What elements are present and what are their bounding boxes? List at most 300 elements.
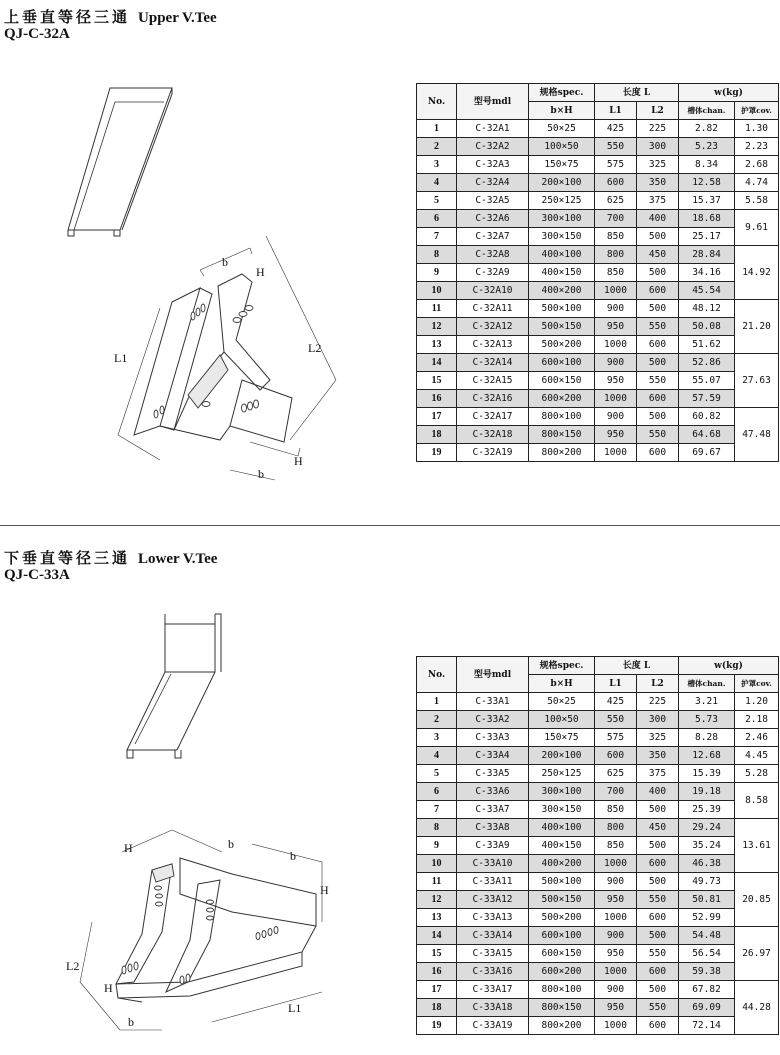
cell-l1: 850 bbox=[595, 801, 637, 819]
cell-l2: 375 bbox=[637, 192, 679, 210]
cell-spec: 400×100 bbox=[529, 246, 595, 264]
upper-spec-table bbox=[416, 83, 779, 462]
cell-spec: 250×125 bbox=[529, 765, 595, 783]
cell-model: C-33A9 bbox=[457, 837, 529, 855]
table-row bbox=[417, 891, 779, 909]
cell-l2: 500 bbox=[637, 228, 679, 246]
cell-model: C-33A14 bbox=[457, 927, 529, 945]
lower-product-code: QJ-C-33A bbox=[4, 567, 70, 583]
table-row bbox=[417, 210, 779, 228]
cell-spec: 400×150 bbox=[529, 837, 595, 855]
cell-spec: 300×100 bbox=[529, 210, 595, 228]
cell-model: C-32A7 bbox=[457, 228, 529, 246]
lower-header-l1: L1 bbox=[595, 675, 637, 693]
lower-spec-table bbox=[416, 656, 779, 1035]
cell-l2: 550 bbox=[637, 318, 679, 336]
cell-chan: 72.14 bbox=[679, 1017, 735, 1035]
cell-model: C-32A12 bbox=[457, 318, 529, 336]
cell-l2: 325 bbox=[637, 729, 679, 747]
lower-label-b-bottom: b bbox=[128, 1015, 134, 1029]
cell-chan: 69.67 bbox=[679, 444, 735, 462]
cell-no: 13 bbox=[417, 336, 457, 354]
cell-l2: 600 bbox=[637, 444, 679, 462]
cell-l2: 400 bbox=[637, 783, 679, 801]
table-row bbox=[417, 1017, 779, 1035]
cell-model: C-32A8 bbox=[457, 246, 529, 264]
cell-chan: 25.39 bbox=[679, 801, 735, 819]
cell-spec: 800×150 bbox=[529, 999, 595, 1017]
cell-l1: 950 bbox=[595, 426, 637, 444]
cell-spec: 500×200 bbox=[529, 909, 595, 927]
cell-l1: 625 bbox=[595, 765, 637, 783]
cell-l2: 500 bbox=[637, 264, 679, 282]
cell-l2: 600 bbox=[637, 855, 679, 873]
cell-model: C-33A8 bbox=[457, 819, 529, 837]
cell-chan: 64.68 bbox=[679, 426, 735, 444]
cell-spec: 600×100 bbox=[529, 927, 595, 945]
cell-chan: 50.81 bbox=[679, 891, 735, 909]
cell-l1: 600 bbox=[595, 174, 637, 192]
cell-chan: 52.86 bbox=[679, 354, 735, 372]
cell-no: 9 bbox=[417, 264, 457, 282]
cell-l1: 950 bbox=[595, 891, 637, 909]
cell-chan: 5.23 bbox=[679, 138, 735, 156]
upper-header-length: 长度 L bbox=[595, 84, 679, 102]
cell-l2: 450 bbox=[637, 246, 679, 264]
lower-title bbox=[4, 547, 217, 568]
cell-l2: 375 bbox=[637, 765, 679, 783]
cell-spec: 600×150 bbox=[529, 372, 595, 390]
cell-chan: 15.37 bbox=[679, 192, 735, 210]
table-row bbox=[417, 444, 779, 462]
cell-chan: 12.58 bbox=[679, 174, 735, 192]
cell-l1: 900 bbox=[595, 981, 637, 999]
cell-model: C-32A3 bbox=[457, 156, 529, 174]
cell-spec: 300×150 bbox=[529, 228, 595, 246]
upper-table-body bbox=[417, 120, 779, 462]
table-row bbox=[417, 426, 779, 444]
cell-chan: 29.24 bbox=[679, 819, 735, 837]
cell-no: 12 bbox=[417, 891, 457, 909]
cell-chan: 3.21 bbox=[679, 693, 735, 711]
cell-l1: 700 bbox=[595, 783, 637, 801]
cell-l2: 400 bbox=[637, 210, 679, 228]
cell-chan: 15.39 bbox=[679, 765, 735, 783]
cell-model: C-32A15 bbox=[457, 372, 529, 390]
cell-chan: 2.82 bbox=[679, 120, 735, 138]
cell-cov: 4.74 bbox=[735, 174, 779, 192]
upper-label-h-top: H bbox=[256, 265, 265, 279]
cell-l1: 800 bbox=[595, 819, 637, 837]
lower-label-l1: L1 bbox=[288, 1001, 302, 1015]
cell-l2: 350 bbox=[637, 747, 679, 765]
table-row bbox=[417, 819, 779, 837]
cell-l1: 700 bbox=[595, 210, 637, 228]
cell-model: C-32A10 bbox=[457, 282, 529, 300]
lower-label-h-top: H bbox=[124, 841, 133, 855]
upper-header-no: No. bbox=[417, 84, 457, 120]
cell-no: 8 bbox=[417, 246, 457, 264]
cell-l1: 575 bbox=[595, 729, 637, 747]
table-row bbox=[417, 408, 779, 426]
cell-no: 18 bbox=[417, 426, 457, 444]
cell-spec: 600×200 bbox=[529, 963, 595, 981]
cell-l1: 1000 bbox=[595, 336, 637, 354]
cell-l1: 550 bbox=[595, 711, 637, 729]
cell-no: 14 bbox=[417, 354, 457, 372]
cell-no: 17 bbox=[417, 981, 457, 999]
table-row bbox=[417, 963, 779, 981]
cell-l1: 950 bbox=[595, 372, 637, 390]
cell-chan: 57.59 bbox=[679, 390, 735, 408]
cell-model: C-33A3 bbox=[457, 729, 529, 747]
table-row bbox=[417, 390, 779, 408]
cell-no: 1 bbox=[417, 693, 457, 711]
cell-l2: 350 bbox=[637, 174, 679, 192]
cell-model: C-32A2 bbox=[457, 138, 529, 156]
cell-chan: 56.54 bbox=[679, 945, 735, 963]
cell-chan: 69.09 bbox=[679, 999, 735, 1017]
cell-cov: 26.97 bbox=[735, 927, 779, 981]
cell-no: 11 bbox=[417, 873, 457, 891]
cell-no: 7 bbox=[417, 228, 457, 246]
lower-header-l2: L2 bbox=[637, 675, 679, 693]
cell-l2: 500 bbox=[637, 408, 679, 426]
table-row bbox=[417, 747, 779, 765]
cell-model: C-32A18 bbox=[457, 426, 529, 444]
table-row bbox=[417, 711, 779, 729]
cell-cov: 44.28 bbox=[735, 981, 779, 1035]
table-row bbox=[417, 909, 779, 927]
cell-l2: 600 bbox=[637, 282, 679, 300]
upper-title bbox=[4, 6, 217, 27]
cell-l2: 500 bbox=[637, 927, 679, 945]
upper-tee-drawing bbox=[100, 230, 340, 490]
cell-l1: 950 bbox=[595, 318, 637, 336]
cell-spec: 500×150 bbox=[529, 891, 595, 909]
upper-header-l1: L1 bbox=[595, 102, 637, 120]
cell-l1: 950 bbox=[595, 999, 637, 1017]
cell-l1: 600 bbox=[595, 747, 637, 765]
cell-model: C-32A11 bbox=[457, 300, 529, 318]
cell-spec: 200×100 bbox=[529, 747, 595, 765]
cell-spec: 500×100 bbox=[529, 873, 595, 891]
lower-label-h-right: H bbox=[320, 883, 329, 897]
cell-no: 10 bbox=[417, 855, 457, 873]
upper-header-weight: w(kg) bbox=[679, 84, 779, 102]
cell-model: C-33A7 bbox=[457, 801, 529, 819]
cell-l2: 600 bbox=[637, 1017, 679, 1035]
lower-label-b-top2: b bbox=[290, 849, 296, 863]
cell-l2: 225 bbox=[637, 120, 679, 138]
cell-no: 18 bbox=[417, 999, 457, 1017]
cell-spec: 600×100 bbox=[529, 354, 595, 372]
cell-l2: 500 bbox=[637, 873, 679, 891]
cell-chan: 54.48 bbox=[679, 927, 735, 945]
cell-cov: 8.58 bbox=[735, 783, 779, 819]
cell-model: C-33A19 bbox=[457, 1017, 529, 1035]
upper-label-b-bottom: b bbox=[258, 467, 264, 481]
upper-product-code: QJ-C-32A bbox=[4, 26, 70, 42]
cell-no: 19 bbox=[417, 444, 457, 462]
cell-spec: 50×25 bbox=[529, 693, 595, 711]
cell-chan: 5.73 bbox=[679, 711, 735, 729]
lower-title-cn: 下垂直等径三通 bbox=[4, 549, 131, 567]
cell-model: C-33A10 bbox=[457, 855, 529, 873]
section-divider bbox=[0, 525, 780, 526]
cell-spec: 800×100 bbox=[529, 408, 595, 426]
cell-cov: 2.18 bbox=[735, 711, 779, 729]
cell-chan: 60.82 bbox=[679, 408, 735, 426]
lower-header-model: 型号mdl bbox=[457, 657, 529, 693]
cell-l2: 550 bbox=[637, 372, 679, 390]
cell-cov: 5.28 bbox=[735, 765, 779, 783]
cell-chan: 18.68 bbox=[679, 210, 735, 228]
cell-spec: 500×100 bbox=[529, 300, 595, 318]
cell-no: 15 bbox=[417, 945, 457, 963]
cell-model: C-33A13 bbox=[457, 909, 529, 927]
cell-l1: 900 bbox=[595, 354, 637, 372]
table-row bbox=[417, 855, 779, 873]
table-row bbox=[417, 120, 779, 138]
cell-chan: 49.73 bbox=[679, 873, 735, 891]
lower-header-chan: 槽体chan. bbox=[679, 675, 735, 693]
cell-l1: 1000 bbox=[595, 1017, 637, 1035]
cell-spec: 400×150 bbox=[529, 264, 595, 282]
cell-no: 4 bbox=[417, 747, 457, 765]
cell-cov: 27.63 bbox=[735, 354, 779, 408]
upper-header-spec: 规格spec. bbox=[529, 84, 595, 102]
cell-l2: 500 bbox=[637, 354, 679, 372]
cell-model: C-32A16 bbox=[457, 390, 529, 408]
cell-no: 5 bbox=[417, 765, 457, 783]
cell-cov: 2.23 bbox=[735, 138, 779, 156]
table-row bbox=[417, 354, 779, 372]
lower-header-cov: 护罩cov. bbox=[735, 675, 779, 693]
cell-model: C-32A14 bbox=[457, 354, 529, 372]
cell-l1: 1000 bbox=[595, 444, 637, 462]
table-row bbox=[417, 264, 779, 282]
cell-spec: 400×200 bbox=[529, 855, 595, 873]
table-row bbox=[417, 192, 779, 210]
cell-cov: 21.20 bbox=[735, 300, 779, 354]
cell-l1: 625 bbox=[595, 192, 637, 210]
table-row bbox=[417, 246, 779, 264]
cell-l2: 500 bbox=[637, 801, 679, 819]
cell-l1: 900 bbox=[595, 873, 637, 891]
cell-model: C-32A9 bbox=[457, 264, 529, 282]
upper-header-l2: L2 bbox=[637, 102, 679, 120]
upper-label-h-bottom: H bbox=[294, 454, 303, 468]
cell-l2: 550 bbox=[637, 945, 679, 963]
table-row bbox=[417, 318, 779, 336]
cell-l1: 425 bbox=[595, 693, 637, 711]
table-row bbox=[417, 282, 779, 300]
cell-spec: 800×200 bbox=[529, 444, 595, 462]
cell-no: 3 bbox=[417, 156, 457, 174]
cell-chan: 34.16 bbox=[679, 264, 735, 282]
lower-label-b-top1: b bbox=[228, 837, 234, 851]
cell-model: C-32A4 bbox=[457, 174, 529, 192]
table-row bbox=[417, 783, 779, 801]
cell-l2: 550 bbox=[637, 999, 679, 1017]
cell-l1: 550 bbox=[595, 138, 637, 156]
upper-title-cn: 上垂直等径三通 bbox=[4, 8, 131, 26]
cell-cov: 2.68 bbox=[735, 156, 779, 174]
cell-l1: 1000 bbox=[595, 282, 637, 300]
cell-l2: 550 bbox=[637, 891, 679, 909]
cell-spec: 500×150 bbox=[529, 318, 595, 336]
cell-no: 13 bbox=[417, 909, 457, 927]
lower-label-l2: L2 bbox=[66, 959, 80, 973]
cell-l1: 800 bbox=[595, 246, 637, 264]
cell-no: 12 bbox=[417, 318, 457, 336]
cell-no: 17 bbox=[417, 408, 457, 426]
cell-model: C-32A13 bbox=[457, 336, 529, 354]
lower-header-spec-sub: b×H bbox=[529, 675, 595, 693]
cell-l1: 1000 bbox=[595, 390, 637, 408]
cell-l1: 1000 bbox=[595, 855, 637, 873]
lower-header-no: No. bbox=[417, 657, 457, 693]
upper-header-cov: 护罩cov. bbox=[735, 102, 779, 120]
cell-no: 15 bbox=[417, 372, 457, 390]
cell-l2: 325 bbox=[637, 156, 679, 174]
cell-model: C-33A17 bbox=[457, 981, 529, 999]
cell-spec: 100×50 bbox=[529, 711, 595, 729]
lower-table-body bbox=[417, 693, 779, 1035]
cell-l2: 225 bbox=[637, 693, 679, 711]
lower-header-weight: w(kg) bbox=[679, 657, 779, 675]
cell-l2: 500 bbox=[637, 300, 679, 318]
upper-label-b-top: b bbox=[222, 255, 228, 269]
table-row bbox=[417, 300, 779, 318]
cell-model: C-33A4 bbox=[457, 747, 529, 765]
cell-spec: 200×100 bbox=[529, 174, 595, 192]
cell-chan: 25.17 bbox=[679, 228, 735, 246]
cell-l1: 950 bbox=[595, 945, 637, 963]
table-row bbox=[417, 927, 779, 945]
cell-spec: 400×100 bbox=[529, 819, 595, 837]
table-row bbox=[417, 156, 779, 174]
cell-spec: 150×75 bbox=[529, 729, 595, 747]
cell-l1: 575 bbox=[595, 156, 637, 174]
lower-header-length: 长度 L bbox=[595, 657, 679, 675]
cell-l1: 900 bbox=[595, 927, 637, 945]
cell-model: C-33A16 bbox=[457, 963, 529, 981]
cell-no: 19 bbox=[417, 1017, 457, 1035]
cell-chan: 35.24 bbox=[679, 837, 735, 855]
cell-no: 14 bbox=[417, 927, 457, 945]
cell-cov: 47.48 bbox=[735, 408, 779, 462]
cell-no: 1 bbox=[417, 120, 457, 138]
cell-l1: 1000 bbox=[595, 909, 637, 927]
cell-l2: 600 bbox=[637, 963, 679, 981]
cell-l2: 300 bbox=[637, 711, 679, 729]
cell-chan: 45.54 bbox=[679, 282, 735, 300]
cell-l1: 1000 bbox=[595, 963, 637, 981]
cell-model: C-33A15 bbox=[457, 945, 529, 963]
cell-no: 5 bbox=[417, 192, 457, 210]
cell-spec: 600×150 bbox=[529, 945, 595, 963]
cell-chan: 51.62 bbox=[679, 336, 735, 354]
cell-l1: 425 bbox=[595, 120, 637, 138]
cell-l2: 500 bbox=[637, 981, 679, 999]
cell-cov: 1.30 bbox=[735, 120, 779, 138]
cell-model: C-33A1 bbox=[457, 693, 529, 711]
cell-l2: 300 bbox=[637, 138, 679, 156]
upper-title-en: Upper V.Tee bbox=[138, 10, 217, 26]
cell-spec: 300×150 bbox=[529, 801, 595, 819]
table-row bbox=[417, 801, 779, 819]
cell-chan: 67.82 bbox=[679, 981, 735, 999]
cell-no: 2 bbox=[417, 138, 457, 156]
cell-spec: 800×200 bbox=[529, 1017, 595, 1035]
table-row bbox=[417, 138, 779, 156]
cell-cov: 4.45 bbox=[735, 747, 779, 765]
cell-l2: 600 bbox=[637, 909, 679, 927]
lower-label-h-left: H bbox=[104, 981, 113, 995]
cell-spec: 400×200 bbox=[529, 282, 595, 300]
cell-chan: 55.07 bbox=[679, 372, 735, 390]
cell-no: 11 bbox=[417, 300, 457, 318]
cell-cov: 20.85 bbox=[735, 873, 779, 927]
cell-no: 3 bbox=[417, 729, 457, 747]
cell-model: C-32A6 bbox=[457, 210, 529, 228]
cell-model: C-33A11 bbox=[457, 873, 529, 891]
table-row bbox=[417, 174, 779, 192]
cell-no: 10 bbox=[417, 282, 457, 300]
cell-spec: 50×25 bbox=[529, 120, 595, 138]
lower-channel-sketch bbox=[115, 612, 235, 772]
cell-no: 8 bbox=[417, 819, 457, 837]
cell-cov: 1.20 bbox=[735, 693, 779, 711]
lower-tee-drawing bbox=[62, 822, 342, 1042]
cell-model: C-33A12 bbox=[457, 891, 529, 909]
cell-chan: 19.18 bbox=[679, 783, 735, 801]
table-row bbox=[417, 693, 779, 711]
table-row bbox=[417, 981, 779, 999]
cell-l1: 850 bbox=[595, 228, 637, 246]
cell-spec: 800×100 bbox=[529, 981, 595, 999]
cell-model: C-32A19 bbox=[457, 444, 529, 462]
cell-cov: 2.46 bbox=[735, 729, 779, 747]
cell-no: 16 bbox=[417, 963, 457, 981]
table-row bbox=[417, 228, 779, 246]
cell-l2: 600 bbox=[637, 390, 679, 408]
cell-l1: 900 bbox=[595, 408, 637, 426]
cell-chan: 8.28 bbox=[679, 729, 735, 747]
cell-cov: 9.61 bbox=[735, 210, 779, 246]
table-row bbox=[417, 765, 779, 783]
table-row bbox=[417, 873, 779, 891]
cell-l2: 450 bbox=[637, 819, 679, 837]
cell-chan: 46.38 bbox=[679, 855, 735, 873]
cell-l1: 900 bbox=[595, 300, 637, 318]
table-row bbox=[417, 372, 779, 390]
cell-cov: 5.58 bbox=[735, 192, 779, 210]
upper-channel-sketch bbox=[60, 80, 180, 240]
cell-model: C-33A5 bbox=[457, 765, 529, 783]
table-row bbox=[417, 336, 779, 354]
table-row bbox=[417, 999, 779, 1017]
cell-chan: 28.84 bbox=[679, 246, 735, 264]
cell-model: C-33A18 bbox=[457, 999, 529, 1017]
cell-l1: 850 bbox=[595, 264, 637, 282]
cell-spec: 800×150 bbox=[529, 426, 595, 444]
cell-spec: 300×100 bbox=[529, 783, 595, 801]
upper-header-model: 型号mdl bbox=[457, 84, 529, 120]
cell-cov: 14.92 bbox=[735, 246, 779, 300]
